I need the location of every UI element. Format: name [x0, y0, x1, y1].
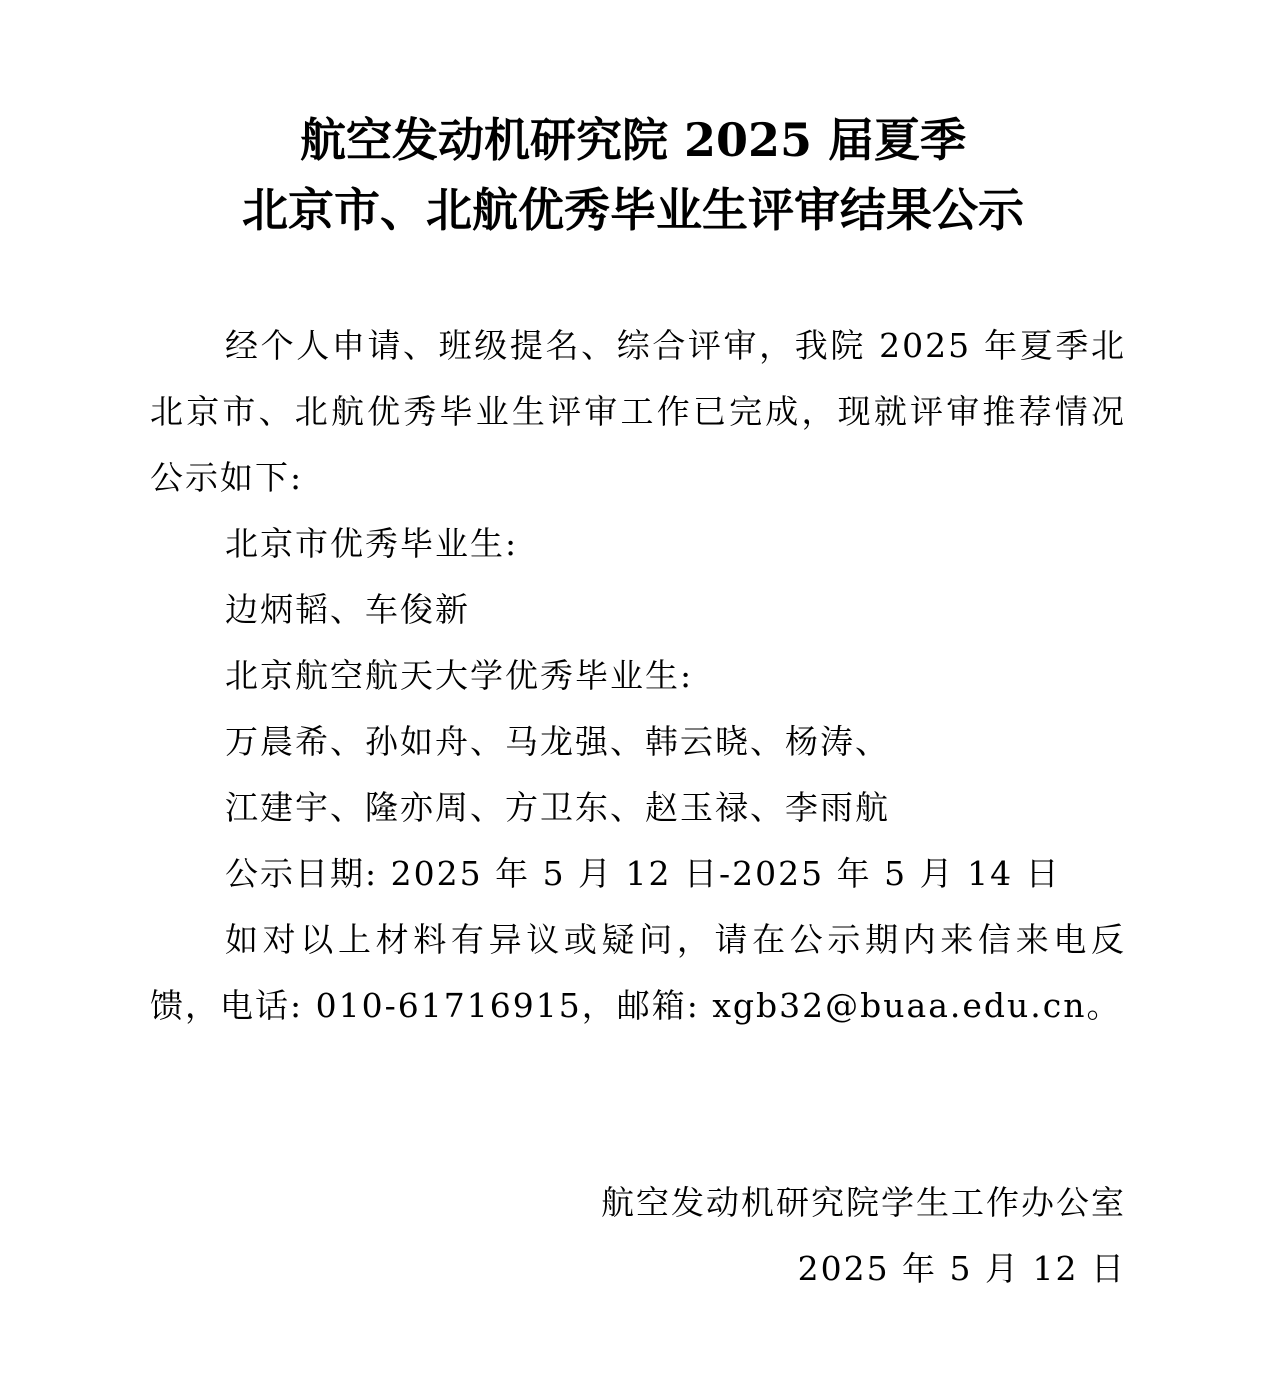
document-body	[150, 313, 1126, 1039]
buaa-award-heading: 北京航空航天大学优秀毕业生:	[225, 656, 694, 695]
document-title-line2: 北京市、北航优秀毕业生评审结果公示	[242, 183, 1024, 237]
beijing-award-heading: 北京市优秀毕业生:	[225, 524, 519, 563]
feedback-paragraph: 如对以上材料有异议或疑问，请在公示期内来信来电反馈，电话: 010-61716915，邮箱: xgb32@buaa.edu.cn。	[150, 920, 1126, 1025]
publicity-period: 公示日期: 2025 年 5 月 12 日-2025 年 5 月 14 日	[225, 854, 1061, 893]
signature-office: 航空发动机研究院学生工作办公室	[601, 1183, 1126, 1222]
document-title-line1: 航空发动机研究院 2025 届夏季	[299, 113, 967, 167]
signature-date: 2025 年 5 月 12 日	[797, 1249, 1126, 1288]
buaa-award-names-line2: 江建宇、隆亦周、方卫东、赵玉禄、李雨航	[225, 788, 890, 827]
buaa-award-names-line1: 万晨希、孙如舟、马龙强、韩云晓、杨涛、	[225, 722, 890, 761]
intro-paragraph: 经个人申请、班级提名、综合评审，我院 2025 年夏季北北京市、北航优秀毕业生评审工作已完成，现就评审推荐情况公示如下:	[150, 326, 1126, 497]
beijing-award-names: 边炳韬、车俊新	[225, 590, 470, 629]
